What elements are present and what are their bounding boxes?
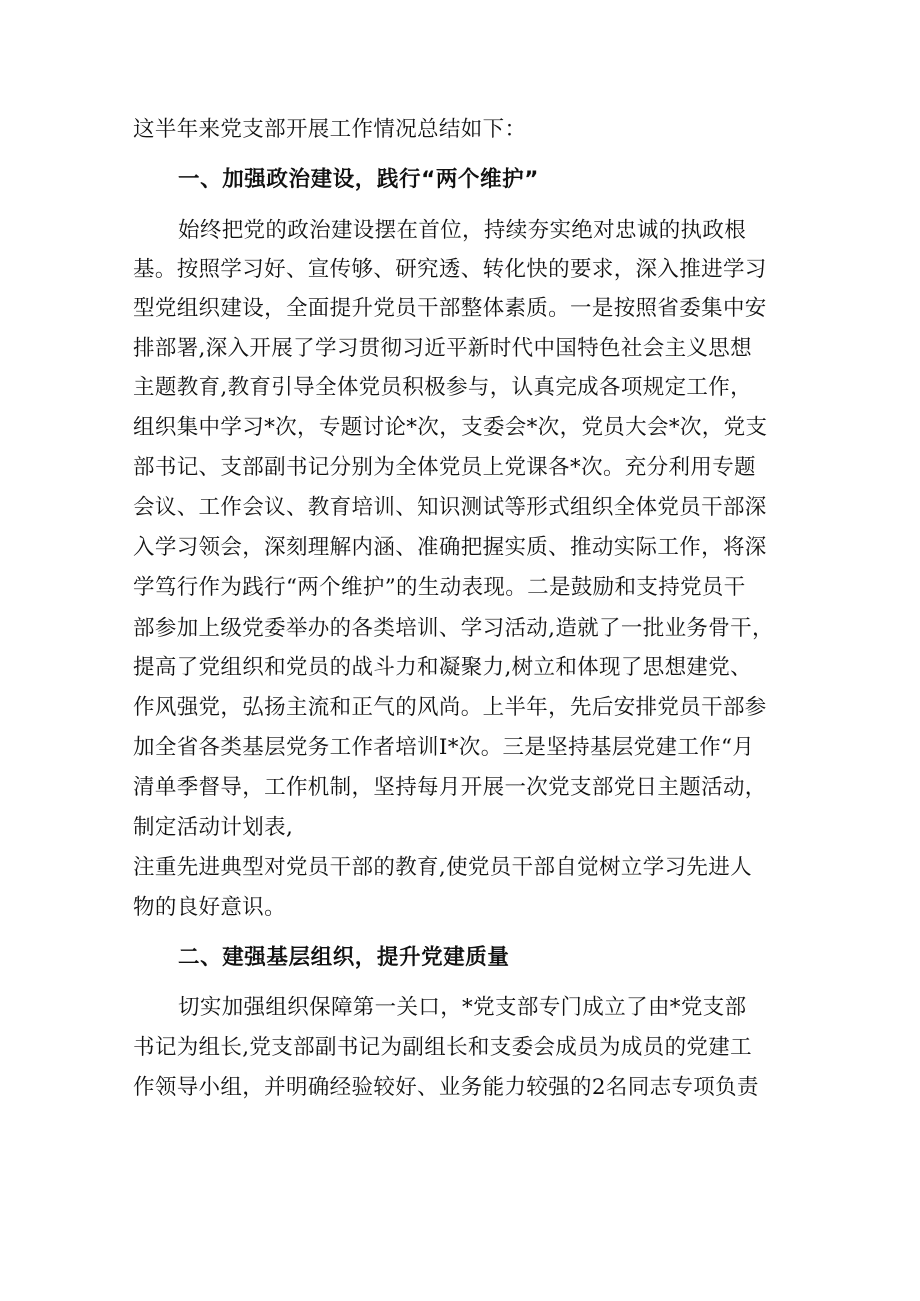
body-line: 学笃行作为践行“两个维护”的生动表现。二是鼓励和支持党员干 bbox=[133, 575, 746, 600]
body-line: 作领导小组，并明确经验较好、业务能力较强的2名同志专项负责 bbox=[133, 1075, 759, 1100]
body-line: 部书记、支部副书记分别为全体党员上党课各*次。充分利用专题 bbox=[133, 455, 756, 480]
body-line: 基。按照学习好、宣传够、研究透、转化快的要求，深入推进学习 bbox=[133, 257, 767, 282]
body-line: 书记为组长,党支部副书记为副组长和支委会成员为成员的党建工 bbox=[133, 1035, 752, 1060]
body-line: 制定活动计划表, bbox=[133, 815, 294, 840]
section-heading-1: 一、加强政治建设，践行“两个维护” bbox=[178, 167, 539, 192]
body-line: 始终把党的政治建设摆在首位，持续夯实绝对忠诚的执政根 bbox=[178, 218, 747, 243]
body-line: 切实加强组织保障第一关口，*党支部专门成立了由*党支部 bbox=[178, 995, 747, 1020]
body-line: 会议、工作会议、教育培训、知识测试等形式组织全体党员干部深 bbox=[133, 495, 767, 520]
body-line: 加全省各类基层党务工作者培训I*次。三是坚持基层党建工作“月 bbox=[133, 735, 755, 760]
body-line: 组织集中学习*次，专题讨论*次，支委会*次，党员大会*次，党支 bbox=[133, 415, 768, 440]
body-line: 这半年来党支部开展工作情况总结如下： bbox=[133, 117, 527, 142]
body-line: 部参加上级党委举办的各类培训、学习活动,造就了一批业务骨干， bbox=[133, 616, 774, 641]
body-line: 入学习领会，深刻理解内涵、准确把握实质、推动实际工作，将深 bbox=[133, 535, 767, 560]
body-line: 主题教育,教育引导全体党员积极参与，认真完成各项规定工作， bbox=[133, 375, 752, 400]
section-heading-2: 二、建强基层组织，提升党建质量 bbox=[178, 945, 510, 970]
body-line: 提高了党组织和党员的战斗力和凝聚力,树立和体现了思想建党、 bbox=[133, 655, 752, 680]
body-line: 作风强党，弘扬主流和正气的风尚。上半年，先后安排党员干部参 bbox=[133, 695, 767, 720]
body-line: 注重先进典型对党员干部的教育,使党员干部自觉树立学习先进人 bbox=[133, 855, 752, 880]
body-line: 排部署,深入开展了学习贯彻习近平新时代中国特色社会主义思想 bbox=[133, 336, 752, 361]
body-line: 清单季督导，工作机制，坚持每月开展一次党支部党日主题活动， bbox=[133, 775, 767, 800]
body-line: 型党组织建设，全面提升党员干部整体素质。一是按照省委集中安 bbox=[133, 296, 767, 321]
body-line: 物的良好意识。 bbox=[133, 895, 286, 920]
